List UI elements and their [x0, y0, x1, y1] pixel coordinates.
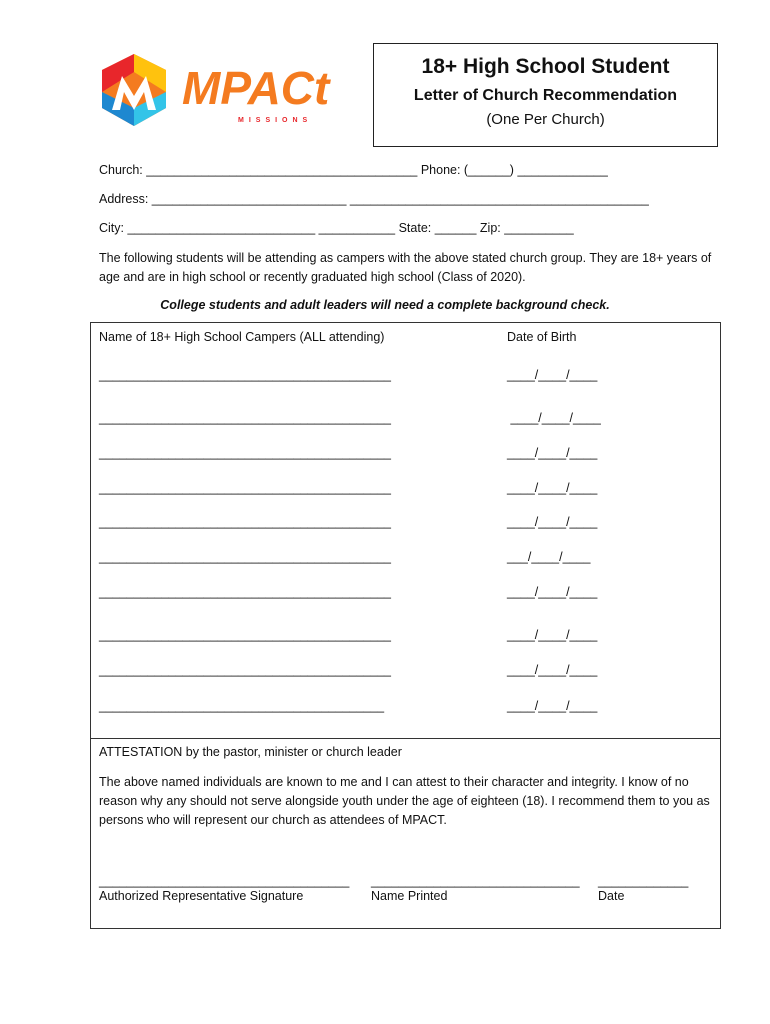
- page-subtitle: Letter of Church Recommendation: [413, 87, 678, 104]
- svg-text:MPACt: MPACt: [182, 62, 330, 114]
- date-label: Date: [598, 889, 625, 903]
- page-note: (One Per Church): [486, 111, 605, 128]
- mpact-logo-icon: [96, 52, 346, 142]
- camper-name-line[interactable]: __________________________________________: [99, 368, 391, 382]
- camper-dob-line[interactable]: ____/____/____: [507, 446, 598, 460]
- camper-name-line[interactable]: __________________________________________: [99, 628, 391, 642]
- address-field[interactable]: Address: ____________________________ ___________________________________________: [99, 192, 649, 206]
- name-printed-line[interactable]: ______________________________: [371, 874, 580, 888]
- background-check-note: College students and adult leaders will need a complete background check.: [160, 298, 610, 312]
- camper-name-line[interactable]: __________________________________________: [99, 663, 391, 677]
- camper-dob-line[interactable]: ____/____/____: [507, 515, 598, 529]
- camper-name-line[interactable]: __________________________________________: [99, 411, 391, 425]
- camper-dob-line[interactable]: ____/____/____: [507, 585, 598, 599]
- church-phone-field[interactable]: Church: _______________________________________ Phone: (______) _____________: [99, 163, 608, 177]
- svg-text:MISSIONS: MISSIONS: [238, 117, 313, 124]
- intro-paragraph: The following students will be attending as campers with the above stated church group. They are 18+ years of age and are in high school or recently graduated high school (Class of 2020).: [99, 251, 712, 284]
- camper-dob-line[interactable]: ____/____/____: [507, 368, 598, 382]
- signature-line[interactable]: ____________________________________: [99, 874, 350, 888]
- column-header-name: Name of 18+ High School Campers (ALL attending): [99, 330, 385, 344]
- camper-dob-line[interactable]: ____/____/____: [507, 663, 598, 677]
- mpact-missions-logo: [96, 52, 346, 142]
- camper-name-line[interactable]: __________________________________________: [99, 446, 391, 460]
- camper-dob-line[interactable]: ____/____/____: [507, 628, 598, 642]
- camper-dob-line[interactable]: ____/____/____: [507, 411, 601, 425]
- date-line[interactable]: _____________: [598, 874, 689, 888]
- name-printed-label: Name Printed: [371, 889, 448, 903]
- camper-name-line[interactable]: __________________________________________: [99, 585, 391, 599]
- camper-dob-line[interactable]: ____/____/____: [507, 699, 598, 713]
- camper-name-line[interactable]: _________________________________________: [99, 699, 385, 713]
- camper-dob-line[interactable]: ___/____/____: [507, 550, 591, 564]
- camper-name-line[interactable]: __________________________________________: [99, 481, 391, 495]
- camper-dob-line[interactable]: ____/____/____: [507, 481, 598, 495]
- column-header-dob: Date of Birth: [507, 330, 577, 344]
- camper-name-line[interactable]: __________________________________________: [99, 550, 391, 564]
- city-state-zip-field[interactable]: City: ___________________________ ___________ State: ______ Zip: __________: [99, 221, 574, 235]
- camper-name-line[interactable]: __________________________________________: [99, 515, 391, 529]
- attestation-heading: ATTESTATION by the pastor, minister or church leader: [99, 745, 402, 759]
- signature-label: Authorized Representative Signature: [99, 889, 304, 903]
- attestation-body: The above named individuals are known to me and I can attest to their character and integrity. I know of no reason why any should not serve alongside youth under the age of eighteen (18). I recommend them to you as persons who will represent our church as attendees of MPACT.: [99, 775, 710, 827]
- page-title: 18+ High School Student: [421, 55, 670, 78]
- title-box: [373, 43, 718, 147]
